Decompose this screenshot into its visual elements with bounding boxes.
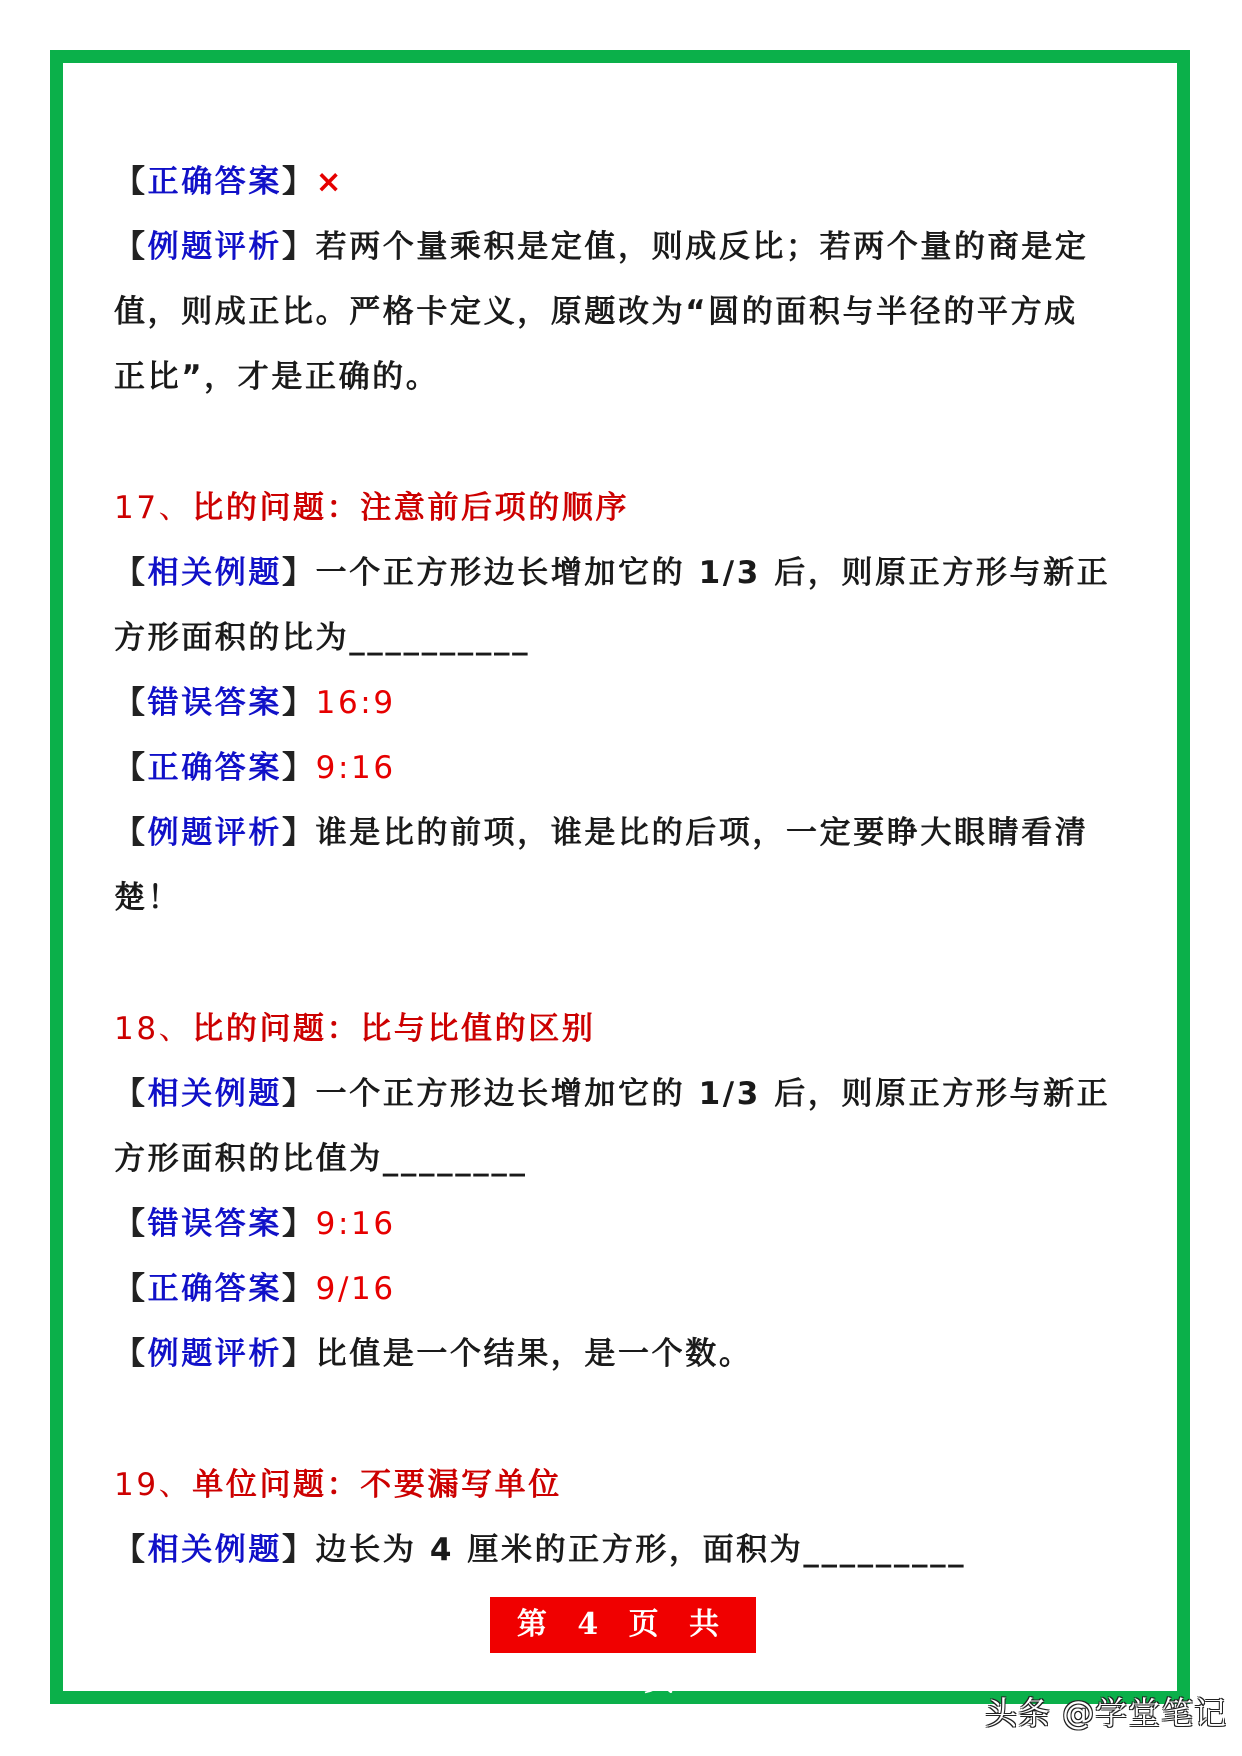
bracket-close: 】 <box>282 229 316 265</box>
bracket-open: 【 <box>114 685 148 721</box>
labeled-line <box>114 162 1134 202</box>
answer-value: 16:9 <box>315 685 396 721</box>
bracket-open: 【 <box>114 1532 148 1568</box>
text-line <box>114 292 1134 332</box>
text-line <box>114 878 1134 918</box>
heading-text: 比的问题：注意前后项的顺序 <box>192 490 630 526</box>
bracket-close: 】 <box>282 555 316 591</box>
labeled-line <box>114 813 1134 853</box>
bracket-open: 【 <box>114 815 148 851</box>
text-line <box>114 618 1134 658</box>
heading-number: 18、 <box>114 1011 193 1047</box>
line-text: 方形面积的比值为________ <box>114 1141 528 1177</box>
bracket-close: 】 <box>282 815 316 851</box>
answer-value: 9:16 <box>315 1206 396 1242</box>
line-label: 正确答案 <box>147 1271 283 1307</box>
section-heading <box>114 1465 1134 1505</box>
line-text: 边长为 4 厘米的正方形，面积为_________ <box>315 1532 967 1568</box>
heading-text: 单位问题：不要漏写单位 <box>192 1467 562 1503</box>
bracket-close: 】 <box>282 1076 316 1112</box>
text-line <box>114 357 1134 397</box>
bracket-close: 】 <box>282 164 316 200</box>
labeled-line <box>114 1204 1134 1244</box>
page-number-badge: 第 4 页 共 14 页 <box>490 1597 756 1653</box>
bracket-open: 【 <box>114 750 148 786</box>
bracket-close: 】 <box>282 1206 316 1242</box>
line-text: 方形面积的比为__________ <box>114 620 531 656</box>
labeled-line <box>114 748 1134 788</box>
line-label: 例题评析 <box>147 1336 283 1372</box>
bracket-open: 【 <box>114 1206 148 1242</box>
section-heading <box>114 488 1134 528</box>
line-label: 相关例题 <box>147 1532 283 1568</box>
line-label: 例题评析 <box>147 815 283 851</box>
line-label: 错误答案 <box>147 1206 283 1242</box>
labeled-line <box>114 683 1134 723</box>
line-label: 相关例题 <box>147 1076 283 1112</box>
section-heading <box>114 1009 1134 1049</box>
line-text: 比值是一个结果，是一个数。 <box>315 1336 753 1372</box>
heading-number: 17、 <box>114 490 193 526</box>
line-label: 正确答案 <box>147 750 283 786</box>
line-text: 若两个量乘积是定值，则成反比；若两个量的商是定 <box>315 229 1089 265</box>
watermark: 头条 @学堂笔记 <box>985 1694 1228 1732</box>
labeled-line <box>114 553 1134 593</box>
answer-value: × <box>315 164 345 200</box>
bracket-close: 】 <box>282 1271 316 1307</box>
answer-value: 9:16 <box>315 750 396 786</box>
line-text: 正比”，才是正确的。 <box>114 359 440 395</box>
line-label: 相关例题 <box>147 555 283 591</box>
labeled-line <box>114 1269 1134 1309</box>
line-label: 错误答案 <box>147 685 283 721</box>
line-label: 正确答案 <box>147 164 283 200</box>
bracket-open: 【 <box>114 1076 148 1112</box>
bracket-open: 【 <box>114 229 148 265</box>
bracket-open: 【 <box>114 1336 148 1372</box>
bracket-close: 】 <box>282 685 316 721</box>
line-text: 值，则成正比。严格卡定义，原题改为“圆的面积与半径的平方成 <box>114 294 1078 330</box>
bracket-close: 】 <box>282 1532 316 1568</box>
heading-text: 比的问题：比与比值的区别 <box>192 1011 596 1047</box>
labeled-line <box>114 1074 1134 1114</box>
bracket-close: 】 <box>282 750 316 786</box>
labeled-line <box>114 227 1134 267</box>
bracket-open: 【 <box>114 164 148 200</box>
answer-value: 9/16 <box>315 1271 396 1307</box>
bracket-open: 【 <box>114 1271 148 1307</box>
bracket-open: 【 <box>114 555 148 591</box>
line-text: 一个正方形边长增加它的 1/3 后，则原正方形与新正 <box>315 1076 1111 1112</box>
text-line <box>114 1139 1134 1179</box>
line-label: 例题评析 <box>147 229 283 265</box>
heading-number: 19、 <box>114 1467 193 1503</box>
line-text: 楚！ <box>114 880 182 916</box>
line-text: 一个正方形边长增加它的 1/3 后，则原正方形与新正 <box>315 555 1111 591</box>
labeled-line <box>114 1530 1134 1570</box>
labeled-line <box>114 1334 1134 1374</box>
line-text: 谁是比的前项，谁是比的后项，一定要睁大眼睛看清 <box>315 815 1089 851</box>
bracket-close: 】 <box>282 1336 316 1372</box>
